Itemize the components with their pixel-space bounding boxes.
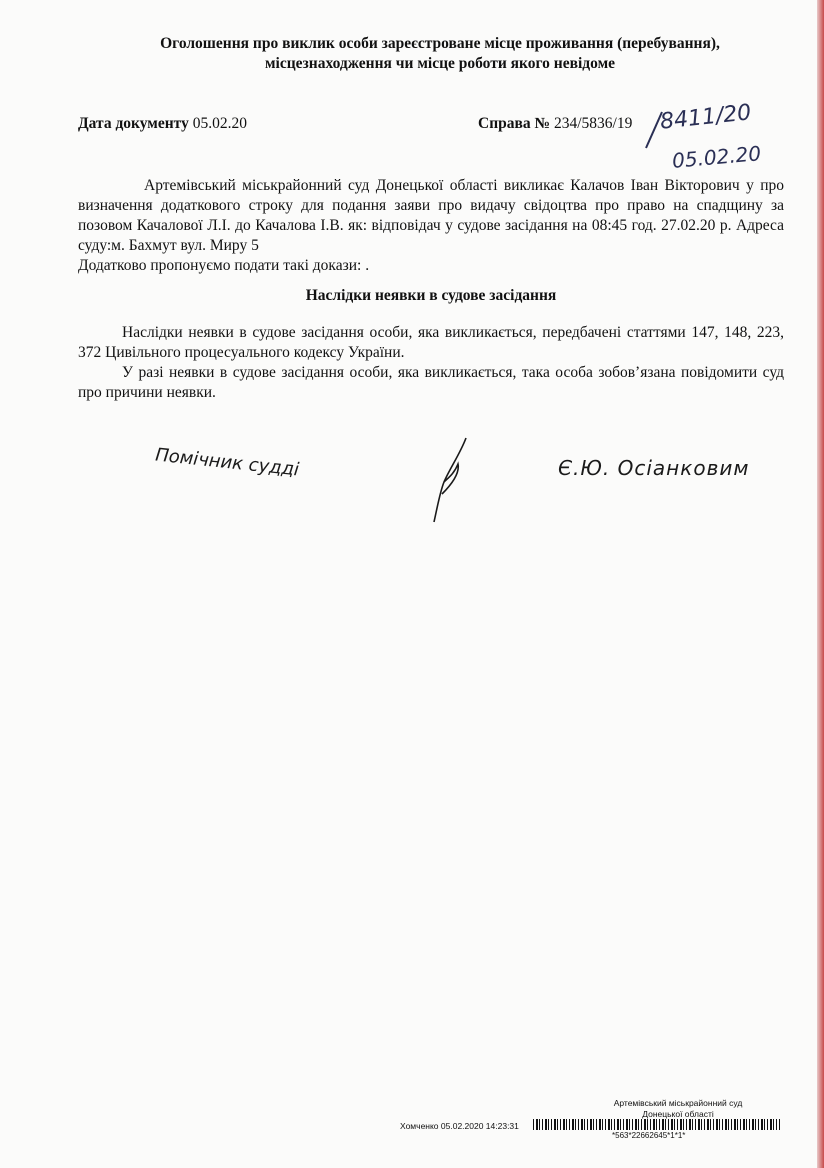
evidence-paragraph: Додатково пропонуємо подати такі докази: . — [78, 257, 370, 274]
summons-paragraph: Артемівський міськрайонний суд Донецької області викликає Калачов Іван Вікторович у про визначення додаткового строку для подання заяви про видачу свідоцтва про право на спадщину за позовом Качалової Л.І. до Качалова І.В. як: відповідач у судове засідання на 08:45 год. 27.02.20 р. Адреса суду:м. Бахмут вул. Миру 5 — [78, 177, 784, 254]
stamp-clerk-datetime: Хомченко 05.02.2020 14:23:31 — [400, 1121, 519, 1131]
date-value: 05.02.20 — [192, 115, 247, 132]
date-label: Дата документу — [78, 115, 189, 132]
signer-position: Помічник судді — [154, 444, 300, 481]
title-line-2: місцезнаходження чи місце роботи якого невідоме — [264, 55, 616, 72]
barcode-text: *563*22662645*1*1* — [612, 1131, 686, 1140]
document-date — [78, 115, 247, 133]
consequences-paragraph-1: Наслідки неявки в судове засідання особи, яка викликається, передбачені статтями 147, 148, 223, 372 Цивільного процесуального кодексу України. — [78, 324, 784, 361]
summons-body — [78, 176, 784, 276]
signature — [420, 434, 480, 529]
consequences-heading: Наслідки неявки в судове засідання — [305, 287, 557, 304]
case-value: 234/5836/19 — [553, 115, 633, 132]
stamp-court-region: Донецької області — [642, 1109, 714, 1119]
case-number — [478, 115, 632, 133]
handwritten-registration-date: 05.02.20 — [671, 141, 762, 173]
document-title — [90, 34, 790, 74]
case-label: Справа № — [478, 115, 551, 132]
page-edge — [817, 0, 824, 1168]
stamp-court-name: Артемівський міськрайонний суд — [613, 1098, 743, 1108]
signer-name: Є.Ю. Осіанковим — [558, 456, 750, 480]
handwritten-registration-number: 8411/20 — [658, 100, 753, 135]
consequences-paragraph-2: У разі неявки в судове засідання особи, яка викликається, така особа зобов’язана повідомити суд про причини неявки. — [78, 364, 784, 401]
barcode — [533, 1119, 780, 1130]
title-line-1: Оголошення про виклик особи зареєстроване місце проживання (перебування), — [160, 35, 720, 52]
consequences-body — [78, 323, 784, 403]
